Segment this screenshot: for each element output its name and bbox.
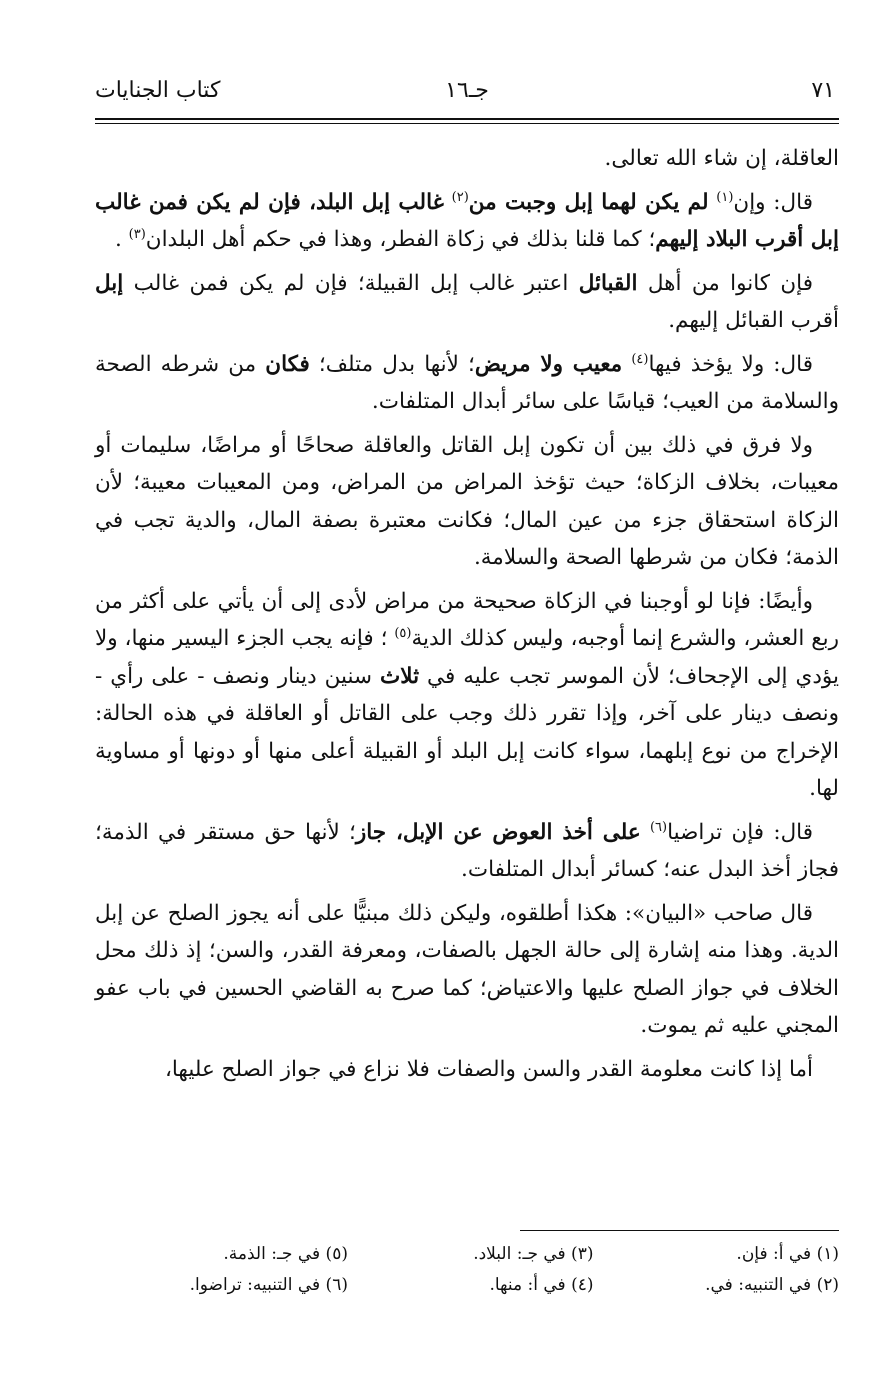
- bold-text: على أخذ العوض عن الإبل، جاز: [355, 819, 641, 845]
- text-run: قال صاحب «البيان»: هكذا أطلقوه، وليكن ذلك مبنيًّا على أنه يجوز الصلح عن إبل الدية. وهذا منه إشارة إلى حالة الجهل بالصفات، ومعرفة القدر، والسن؛ إذ ذلك محل الخلاف في جواز الصلح عليها والاعتياض؛ كما صرح به القاضي الحسين في باب عفو المجني عليه ثم يموت.: [95, 900, 839, 1038]
- footnote-row: [95, 1275, 839, 1306]
- footnote-marker: (١): [716, 189, 734, 205]
- footnote-marker: (٤): [631, 351, 649, 367]
- footnote-marker: (٢): [451, 189, 469, 205]
- paragraph: [95, 895, 839, 1045]
- footnote-row: [95, 1244, 839, 1275]
- footnotes: [95, 1244, 839, 1306]
- text-run: وأيضًا: فإنا لو أوجبنا في الزكاة صحيحة من مراض لأدى إلى أن يأتي على أكثر من ربع العشر، والشرع إنما أوجبه، وليس كذلك الدية: [95, 588, 839, 651]
- footnote-marker: (٥): [394, 625, 412, 641]
- text-run: سنين دينار ونصف - على رأي - ونصف دينار على آخر، وإذا تقرر ذلك وجب على القاتل أو العاقلة في هذه الحالة: الإخراج من نوع إبلهما، سواء كانت إبل البلد أو القبيلة أعلى منها أو دونها أو مساوية لها.: [95, 663, 839, 801]
- text-run: [444, 190, 452, 215]
- bold-text: معيب ولا مريض: [474, 351, 623, 377]
- text-run: من شرطه الصحة والسلامة من العيب؛ قياسًا على سائر أبدال المتلفات.: [95, 351, 839, 414]
- bold-text: ثلاث: [380, 663, 420, 689]
- paragraph: [95, 427, 839, 577]
- book-title: كتاب الجنايات: [95, 78, 221, 103]
- paragraph: [95, 583, 839, 808]
- text-run: أقرب القبائل إليهم.: [668, 308, 839, 333]
- footnote: (٥) في جـ: الذمة.: [223, 1244, 348, 1264]
- volume-label: جـ١٦: [445, 78, 489, 103]
- footnote-rule: [520, 1230, 839, 1231]
- footnote: (١) في أ: فإن.: [736, 1244, 839, 1264]
- text-run: ؛ لأنها بدل متلف؛: [309, 351, 475, 377]
- footnote: (٢) في التنبيه: في.: [705, 1275, 839, 1295]
- running-header: [95, 72, 839, 112]
- footnote: (٣) في جـ: البلاد.: [473, 1244, 594, 1264]
- footnote: (٦) في التنبيه: تراضوا.: [189, 1275, 348, 1295]
- paragraph: [95, 140, 839, 178]
- bold-text: لم يكن لهما إبل وجبت من: [468, 189, 709, 215]
- paragraph: [95, 1051, 839, 1089]
- paragraph: [95, 265, 839, 340]
- text-run: قال: ولا يؤخذ فيها: [648, 351, 813, 377]
- footnote: (٤) في أ: منها.: [489, 1275, 594, 1295]
- text-run: أما إذا كانت معلومة القدر والسن والصفات فلا نزاع في جواز الصلح عليها،: [164, 1056, 813, 1082]
- text-run: ولا فرق في ذلك بين أن تكون إبل القاتل والعاقلة صحاحًا أو مراضًا، سليمات أو معيبات، بخلاف الزكاة؛ حيث تؤخذ المراض من المراض، ومن المعيبات معيبة؛ لأن الزكاة استحقاق جزء من عين المال؛ فكانت معتبرة بصفة المال، والدية تجب في الذمة؛ فكان من شرطها الصحة والسلامة.: [95, 432, 839, 570]
- paragraph: [95, 184, 839, 259]
- bold-text: القبائل: [578, 270, 638, 296]
- paragraph: [95, 346, 839, 421]
- text-run: [622, 352, 631, 377]
- text-run: ؛ فإنه يجب الجزء اليسير منها، ولا يؤدي إلى الإجحاف؛ لأن الموسر تجب عليه في: [95, 626, 839, 689]
- text-run: العاقلة، إن شاء الله تعالى.: [604, 146, 839, 171]
- text-run: قال: فإن تراضيا: [667, 819, 814, 845]
- header-rule-thin: [95, 123, 839, 124]
- bold-text: إبل: [95, 270, 124, 296]
- text-run: ؛ لأنها حق مستقر في الذمة؛ فجاز أخذ البدل عنه؛ كسائر أبدال المتلفات.: [95, 819, 839, 882]
- text-run: ؛ كما قلنا بذلك في زكاة الفطر، وهذا في حكم أهل البلدان: [145, 227, 656, 252]
- text-run: .: [114, 227, 129, 252]
- text-run: اعتبر غالب إبل القبيلة؛ فإن لم يكن فمن غالب: [123, 270, 579, 296]
- paragraph: [95, 814, 839, 889]
- footnote-marker: (٦): [649, 819, 668, 835]
- footnote-marker: (٣): [128, 226, 146, 242]
- header-rule-thick: [95, 118, 839, 120]
- bold-text: غالب إبل البلد، فإن لم يكن فمن غالب إبل أقرب البلاد إليهم: [95, 189, 839, 252]
- text-run: قال: وإن: [733, 189, 813, 215]
- bold-text: فكان: [265, 351, 310, 377]
- text-run: فإن كانوا من أهل: [637, 270, 813, 296]
- page-number: ٧١: [811, 78, 835, 103]
- text-run: [641, 820, 650, 845]
- body-text: [95, 140, 839, 1094]
